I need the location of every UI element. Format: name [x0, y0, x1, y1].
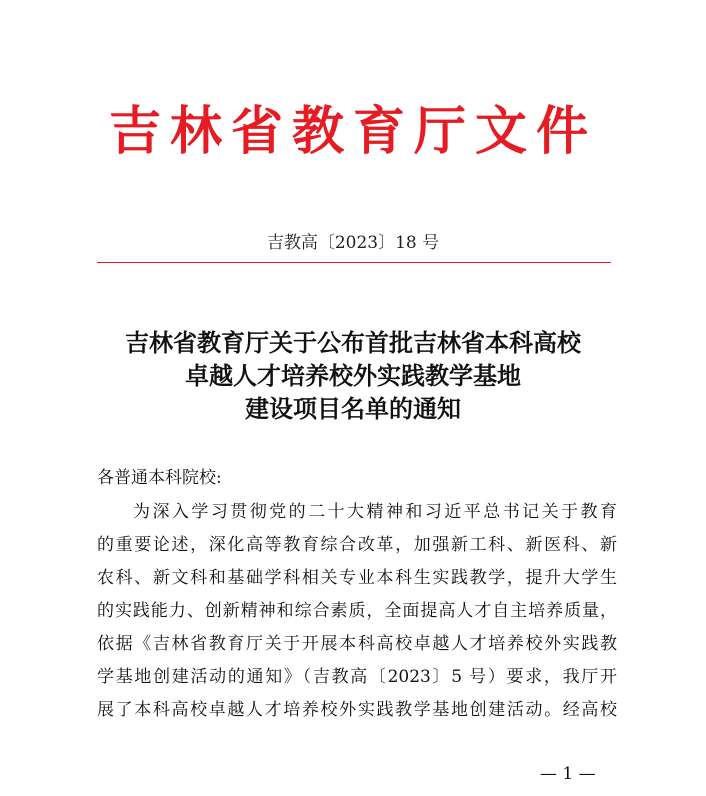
- title-line: 吉林省教育厅关于公布首批吉林省本科高校: [125, 329, 581, 357]
- body-paragraph: [97, 500, 617, 731]
- body-line: 农科、新文科和基础学科相关专业本科生实践教学，提升大学生: [97, 568, 617, 588]
- salutation: 各普通本科院校:: [97, 468, 222, 488]
- body-line: 的重要论述，深化高等教育综合改革，加强新工科、新医科、新: [97, 535, 617, 555]
- document-number: 吉教高〔2023〕18 号: [266, 233, 440, 253]
- body-line: 学基地创建活动的通知》（吉教高〔2023〕5 号）要求，我厅开: [97, 667, 617, 687]
- body-line: 为深入学习贯彻党的二十大精神和习近平总书记关于教育: [133, 502, 617, 522]
- red-divider-rule: [97, 262, 611, 263]
- title-line: 卓越人才培养校外实践教学基地: [185, 362, 521, 390]
- page-number: — 1 —: [540, 764, 596, 784]
- body-line: 的实践能力、创新精神和综合素质，全面提高人才自主培养质量，: [97, 601, 617, 621]
- document-title: [0, 327, 706, 426]
- body-line: 依据《吉林省教育厅关于开展本科高校卓越人才培养校外实践教: [97, 634, 617, 654]
- body-line: 展了本科高校卓越人才培养校外实践教学基地创建活动。经高校: [97, 700, 617, 720]
- title-line: 建设项目名单的通知: [245, 395, 461, 423]
- issuer-header: 吉林省教育厅文件: [108, 101, 597, 162]
